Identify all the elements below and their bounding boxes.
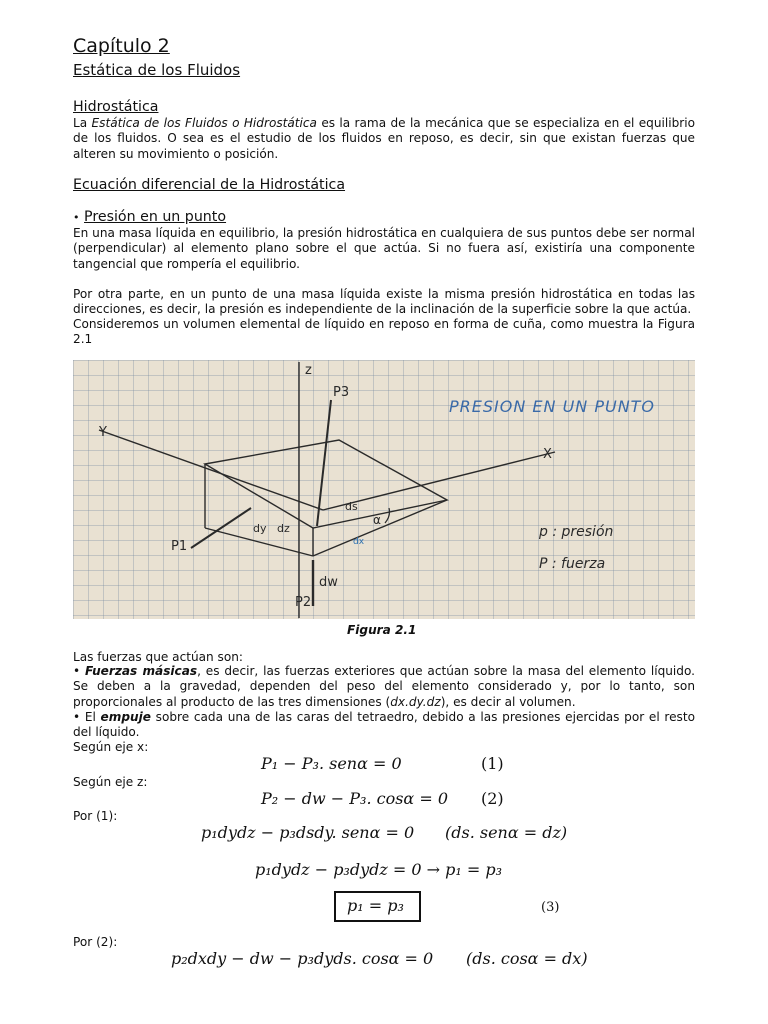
- chapter-subtitle: Estática de los Fluidos: [73, 61, 241, 79]
- figure-caption: Figura 2.1: [347, 623, 417, 637]
- label-por-1: Por (1):: [73, 809, 118, 823]
- emphasis-text: Estática de los Fluidos o Hidrostática: [91, 116, 317, 130]
- fuerzas-bullet-empuje: • El empuje sobre cada una de las caras del tetraedro, debido a las presiones ejercidas por el resto del líquido.: [73, 710, 695, 740]
- bullet-icon: •: [73, 211, 80, 224]
- label-p3: P3: [333, 385, 350, 400]
- section-heading-hidrostatica: Hidrostática: [73, 99, 159, 115]
- equation-1: P₁ − P₃. senα = 0: [261, 754, 402, 773]
- equation-3a: p₁dydz − p₃dsdy. senα = 0: [201, 823, 415, 842]
- label-z: z: [305, 363, 312, 378]
- p3-arrow: [317, 400, 331, 526]
- label-dx: dx: [353, 537, 365, 547]
- label-y: Y: [99, 425, 107, 440]
- section-heading-ecuacion: Ecuación diferencial de la Hidrostática: [73, 177, 346, 193]
- label-p1: P1: [171, 539, 188, 554]
- equation-2-number: (2): [481, 789, 504, 808]
- equation-3a-note: (ds. senα = dz): [445, 823, 568, 842]
- equation-4-note: (ds. cosα = dx): [466, 949, 588, 968]
- equation-3c-number: (3): [541, 900, 560, 915]
- chapter-title: Capítulo 2: [73, 35, 170, 57]
- equation-3c: p₁ = p₃: [347, 896, 404, 915]
- label-ds: ds: [345, 500, 358, 513]
- label-p2: P2: [295, 595, 312, 610]
- p1-arrow: [191, 508, 251, 548]
- figure-sketch: [73, 360, 695, 619]
- label-dy: dy: [253, 522, 267, 535]
- label-eje-z: Según eje z:: [73, 775, 148, 789]
- paragraph-presion-1: En una masa líquida en equilibrio, la presión hidrostática en cualquiera de sus puntos debe ser normal (perpendicular) al elemento plano sobre el que actúa. Si no fuera así, existiría una componente tangencial que rompería el equilibrio.: [73, 226, 695, 271]
- legend-fuerza: P : fuerza: [539, 556, 606, 572]
- label-alpha: α: [373, 513, 381, 527]
- figure-title: PRESION EN UN PUNTO: [449, 397, 656, 416]
- legend-presion: p : presión: [539, 524, 614, 540]
- equation-3b: p₁dydz − p₃dydz = 0 → p₁ = p₃: [255, 860, 503, 879]
- subsection-presion-punto: • Presión en un punto: [73, 209, 227, 225]
- paragraph-presion-3: Consideremos un volumen elemental de líquido en reposo en forma de cuña, como muestra la Figura 2.1: [73, 317, 695, 347]
- figure-presion-punto: [73, 360, 695, 619]
- equation-4: p₂dxdy − dw − p₃dyds. cosα = 0: [171, 949, 434, 968]
- y-axis-line: [99, 430, 323, 510]
- fuerzas-intro: Las fuerzas que actúan son:: [73, 650, 243, 664]
- fuerzas-bullet-masicas: • Fuerzas másicas, es decir, las fuerzas exteriores que actúan sobre la masa del elemento líquido. Se deben a la gravedad, dependen del peso del elemento considerado y, por lo tanto, son proporcionales al producto de las tres dimensiones (dx.dy.dz), es decir al volumen.: [73, 664, 695, 709]
- equation-1-number: (1): [481, 754, 504, 773]
- label-eje-x: Según eje x:: [73, 740, 149, 754]
- paragraph-hidrostatica: La Estática de los Fluidos o Hidrostática es la rama de la mecánica que se especializa en el equilibrio de los fluidos. O sea es el estudio de los fluidos en reposo, es decir, sin que existan fuerzas que alteren su movimiento o posición.: [73, 116, 696, 161]
- label-dw: dw: [319, 575, 338, 590]
- paragraph-presion-2: Por otra parte, en un punto de una masa líquida existe la misma presión hidrostática en todas las direcciones, es decir, la presión es independiente de la inclinación de la superficie sobre la que actúa.: [73, 287, 695, 317]
- label-x: X: [543, 447, 552, 462]
- equation-2: P₂ − dw − P₃. cosα = 0: [261, 789, 448, 808]
- label-dz: dz: [277, 522, 290, 535]
- wedge-hypotenuse: [313, 500, 447, 556]
- alpha-arc: [385, 508, 390, 523]
- label-por-2: Por (2):: [73, 935, 118, 949]
